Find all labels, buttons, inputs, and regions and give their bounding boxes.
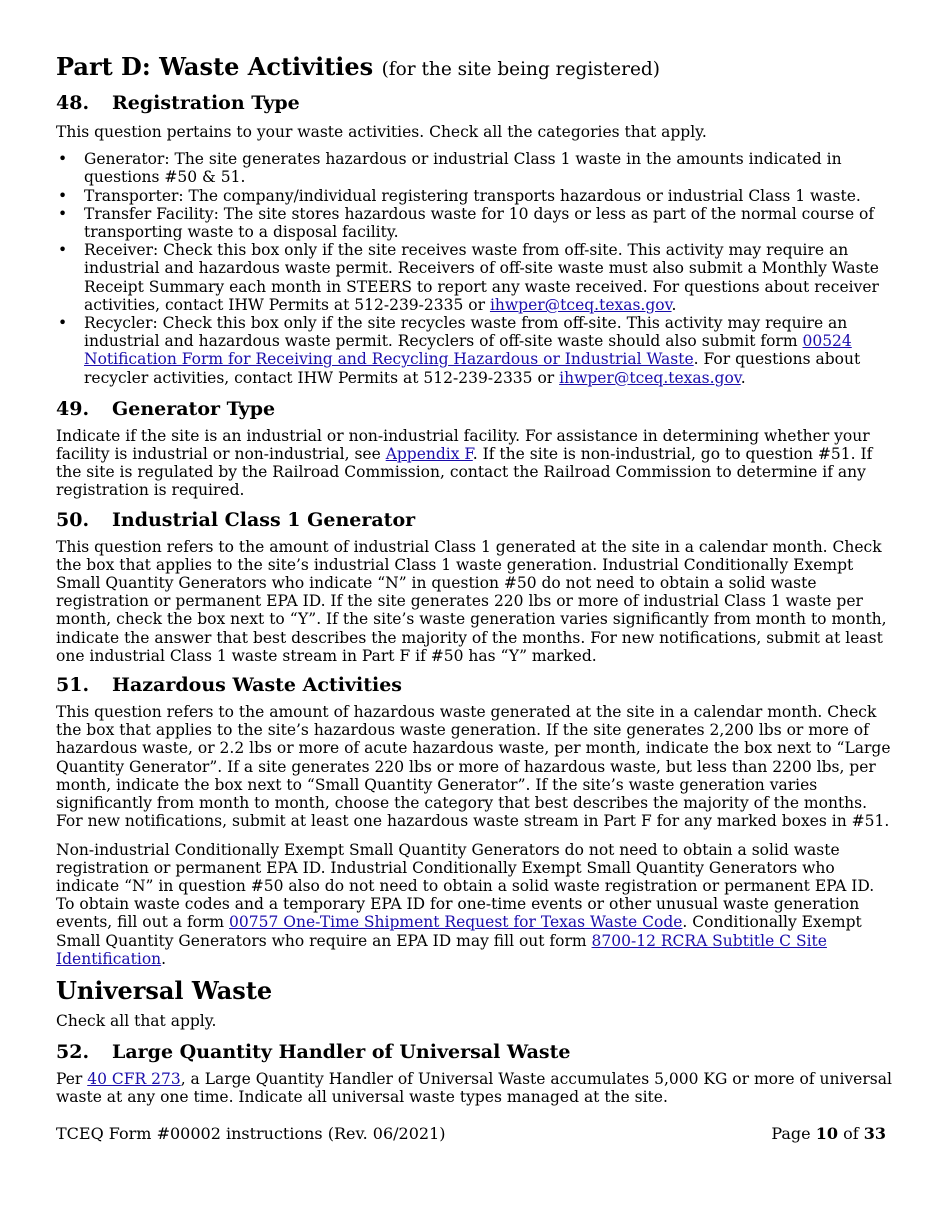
q52-text-1: Per: [56, 1070, 88, 1089]
generator-text: Generator: The site generates hazardous or industrial Class 1 waste in the amounts indicated in questions #50 & 51.: [84, 150, 842, 187]
q51-title: Hazardous Waste Activities: [112, 674, 402, 697]
registration-type-list: [56, 150, 896, 387]
receiver-period: .: [671, 295, 677, 314]
q49-number: 49.: [56, 397, 90, 420]
list-item-generator: [56, 150, 896, 186]
part-d-heading: [56, 52, 896, 85]
q48-heading: [56, 91, 896, 115]
q49-heading: [56, 397, 896, 421]
q49-text: [56, 427, 896, 500]
receiver-email-link[interactable]: ihwper@tceq.texas.gov: [489, 295, 672, 314]
list-item-transporter: [56, 187, 896, 205]
part-subtitle: (for the site being registered): [381, 59, 660, 80]
list-item-transfer-facility: [56, 205, 896, 241]
q51-p2-text-2: . Conditionally Exempt Small Quantity Generators who require an EPA ID may fill out form: [56, 913, 862, 950]
q48-title: Registration Type: [112, 92, 300, 114]
q50-title: Industrial Class 1 Generator: [112, 508, 416, 531]
q48-number: 48.: [56, 92, 90, 114]
q52-heading: [56, 1040, 896, 1064]
q50-number: 50.: [56, 508, 90, 531]
q50-text: This question refers to the amount of industrial Class 1 generated at the site in a calendar month. Check the box that applies to the site’s industrial Class 1 waste generation. Industrial Conditionally Exempt Small Quantity Generators who indicate “N” in question #50 do not need to obtain a solid waste registration or permanent EPA ID. If the site generates 220 lbs or more of industrial Class 1 waste per month, check the box next to “Y”. If the site’s waste generation varies significantly from month to month, indicate the answer that best describes the majority of the months. For new notifications, submit at least one industrial Class 1 waste stream in Part F if #50 has “Y” marked.: [56, 537, 887, 665]
q52-number: 52.: [56, 1041, 90, 1064]
q48-intro: This question pertains to your waste activities. Check all the categories that apply.: [56, 123, 707, 141]
q49-title: Generator Type: [112, 397, 276, 420]
q52-title: Large Quantity Handler of Universal Waste: [112, 1041, 571, 1064]
q52-text-2: , a Large Quantity Handler of Universal Waste accumulates 5,000 KG or more of universal waste at any one time. Indicate all universal waste types managed at the site.: [56, 1070, 892, 1107]
q51-paragraph-2: [56, 841, 896, 968]
footer-of-word: of: [838, 1124, 864, 1143]
q49-text-2: . If the site is non-industrial, go to question #51. If the site is regulated by the Railroad Commission, contact the Railroad Commission to determine if any registration is required.: [56, 445, 873, 500]
recycler-period: .: [740, 368, 746, 387]
recycler-text-2: . For questions about recycler activities, contact IHW Permits at 512-239-2335 or: [84, 350, 861, 387]
q50-heading: [56, 508, 896, 532]
form-00757-link[interactable]: 00757 One-Time Shipment Request for Texas Waste Code: [229, 913, 683, 932]
receiver-text: Receiver: Check this box only if the site receives waste from off-site. This activity may require an industrial and hazardous waste permit. Receivers of off-site waste must also submit a Monthly Waste Receipt Summary each month in STEERS to report any waste received. For questions about receiver activities, contact IHW Permits at 512-239-2335 or: [84, 241, 879, 314]
q51-p2-text-3: .: [161, 949, 167, 968]
page-content: [56, 52, 896, 1107]
q51-number: 51.: [56, 674, 90, 697]
q51-paragraph-1: This question refers to the amount of hazardous waste generated at the site in a calendar month. Check the box that applies to the site’s hazardous waste generation. If the site generates 2,200 lbs or more of hazardous waste, or 2.2 lbs or more of acute hazardous waste, per month, indicate the box next to “Large Quantity Generator”. If a site generates 220 lbs or more of hazardous waste, but less than 2200 lbs, per month, indicate the box next to “Small Quantity Generator”. If the site’s waste generation varies significantly from month to month, choose the category that best describes the majority of the months. For new notifications, submit at least one hazardous waste stream in Part F for any marked boxes in #51.: [56, 703, 891, 831]
universal-waste-text: Check all that apply.: [56, 1011, 217, 1030]
q51-p2-text-1: Non-industrial Conditionally Exempt Small Quantity Generators do not need to obtain a solid waste registration or permanent EPA ID. Industrial Conditionally Exempt Small Quantity Generators who indicate “N” in question #50 also do not need to obtain a solid waste registration or permanent EPA ID. To obtain waste codes and a temporary EPA ID for one-time events or other unusual waste generation events, fill out a form: [56, 840, 875, 932]
q52-text: [56, 1070, 896, 1106]
footer-form-id: TCEQ Form #00002 instructions (Rev. 06/2021): [56, 1124, 446, 1143]
recycler-text: Recycler: Check this box only if the site recycles waste from off-site. This activity may require an industrial and hazardous waste permit. Recyclers of off-site waste should also submit form: [84, 314, 848, 351]
transfer-text: Transfer Facility: The site stores hazardous waste for 10 days or less as part of the normal course of transporting waste to a disposal facility.: [84, 204, 875, 242]
appendix-f-link[interactable]: Appendix F: [385, 445, 473, 464]
footer-page-number: [771, 1124, 886, 1144]
list-item-recycler: [56, 314, 896, 387]
footer-total-pages: 33: [863, 1124, 886, 1143]
universal-waste-heading: Universal Waste: [56, 975, 273, 1005]
q49-text-1: Indicate if the site is an industrial or non-industrial facility. For assistance in determining whether your facility is industrial or non-industrial, see: [56, 426, 870, 464]
form-00524-link[interactable]: 00524 Notification Form for Receiving and Recycling Hazardous or Industrial Waste: [84, 332, 852, 369]
list-item-receiver: [56, 241, 896, 314]
q51-heading: [56, 673, 896, 697]
recycler-email-link[interactable]: ihwper@tceq.texas.gov: [559, 368, 741, 387]
part-title: Part D: Waste Activities: [56, 52, 374, 81]
40-cfr-273-link[interactable]: 40 CFR 273: [87, 1070, 181, 1089]
form-8700-12-link[interactable]: 8700-12 RCRA Subtitle C Site Identification: [56, 931, 827, 968]
transporter-text: Transporter: The company/individual registering transports hazardous or industrial Class 1 waste.: [84, 186, 861, 205]
footer-page-word: Page: [771, 1124, 816, 1143]
footer-current-page: 10: [815, 1124, 838, 1143]
